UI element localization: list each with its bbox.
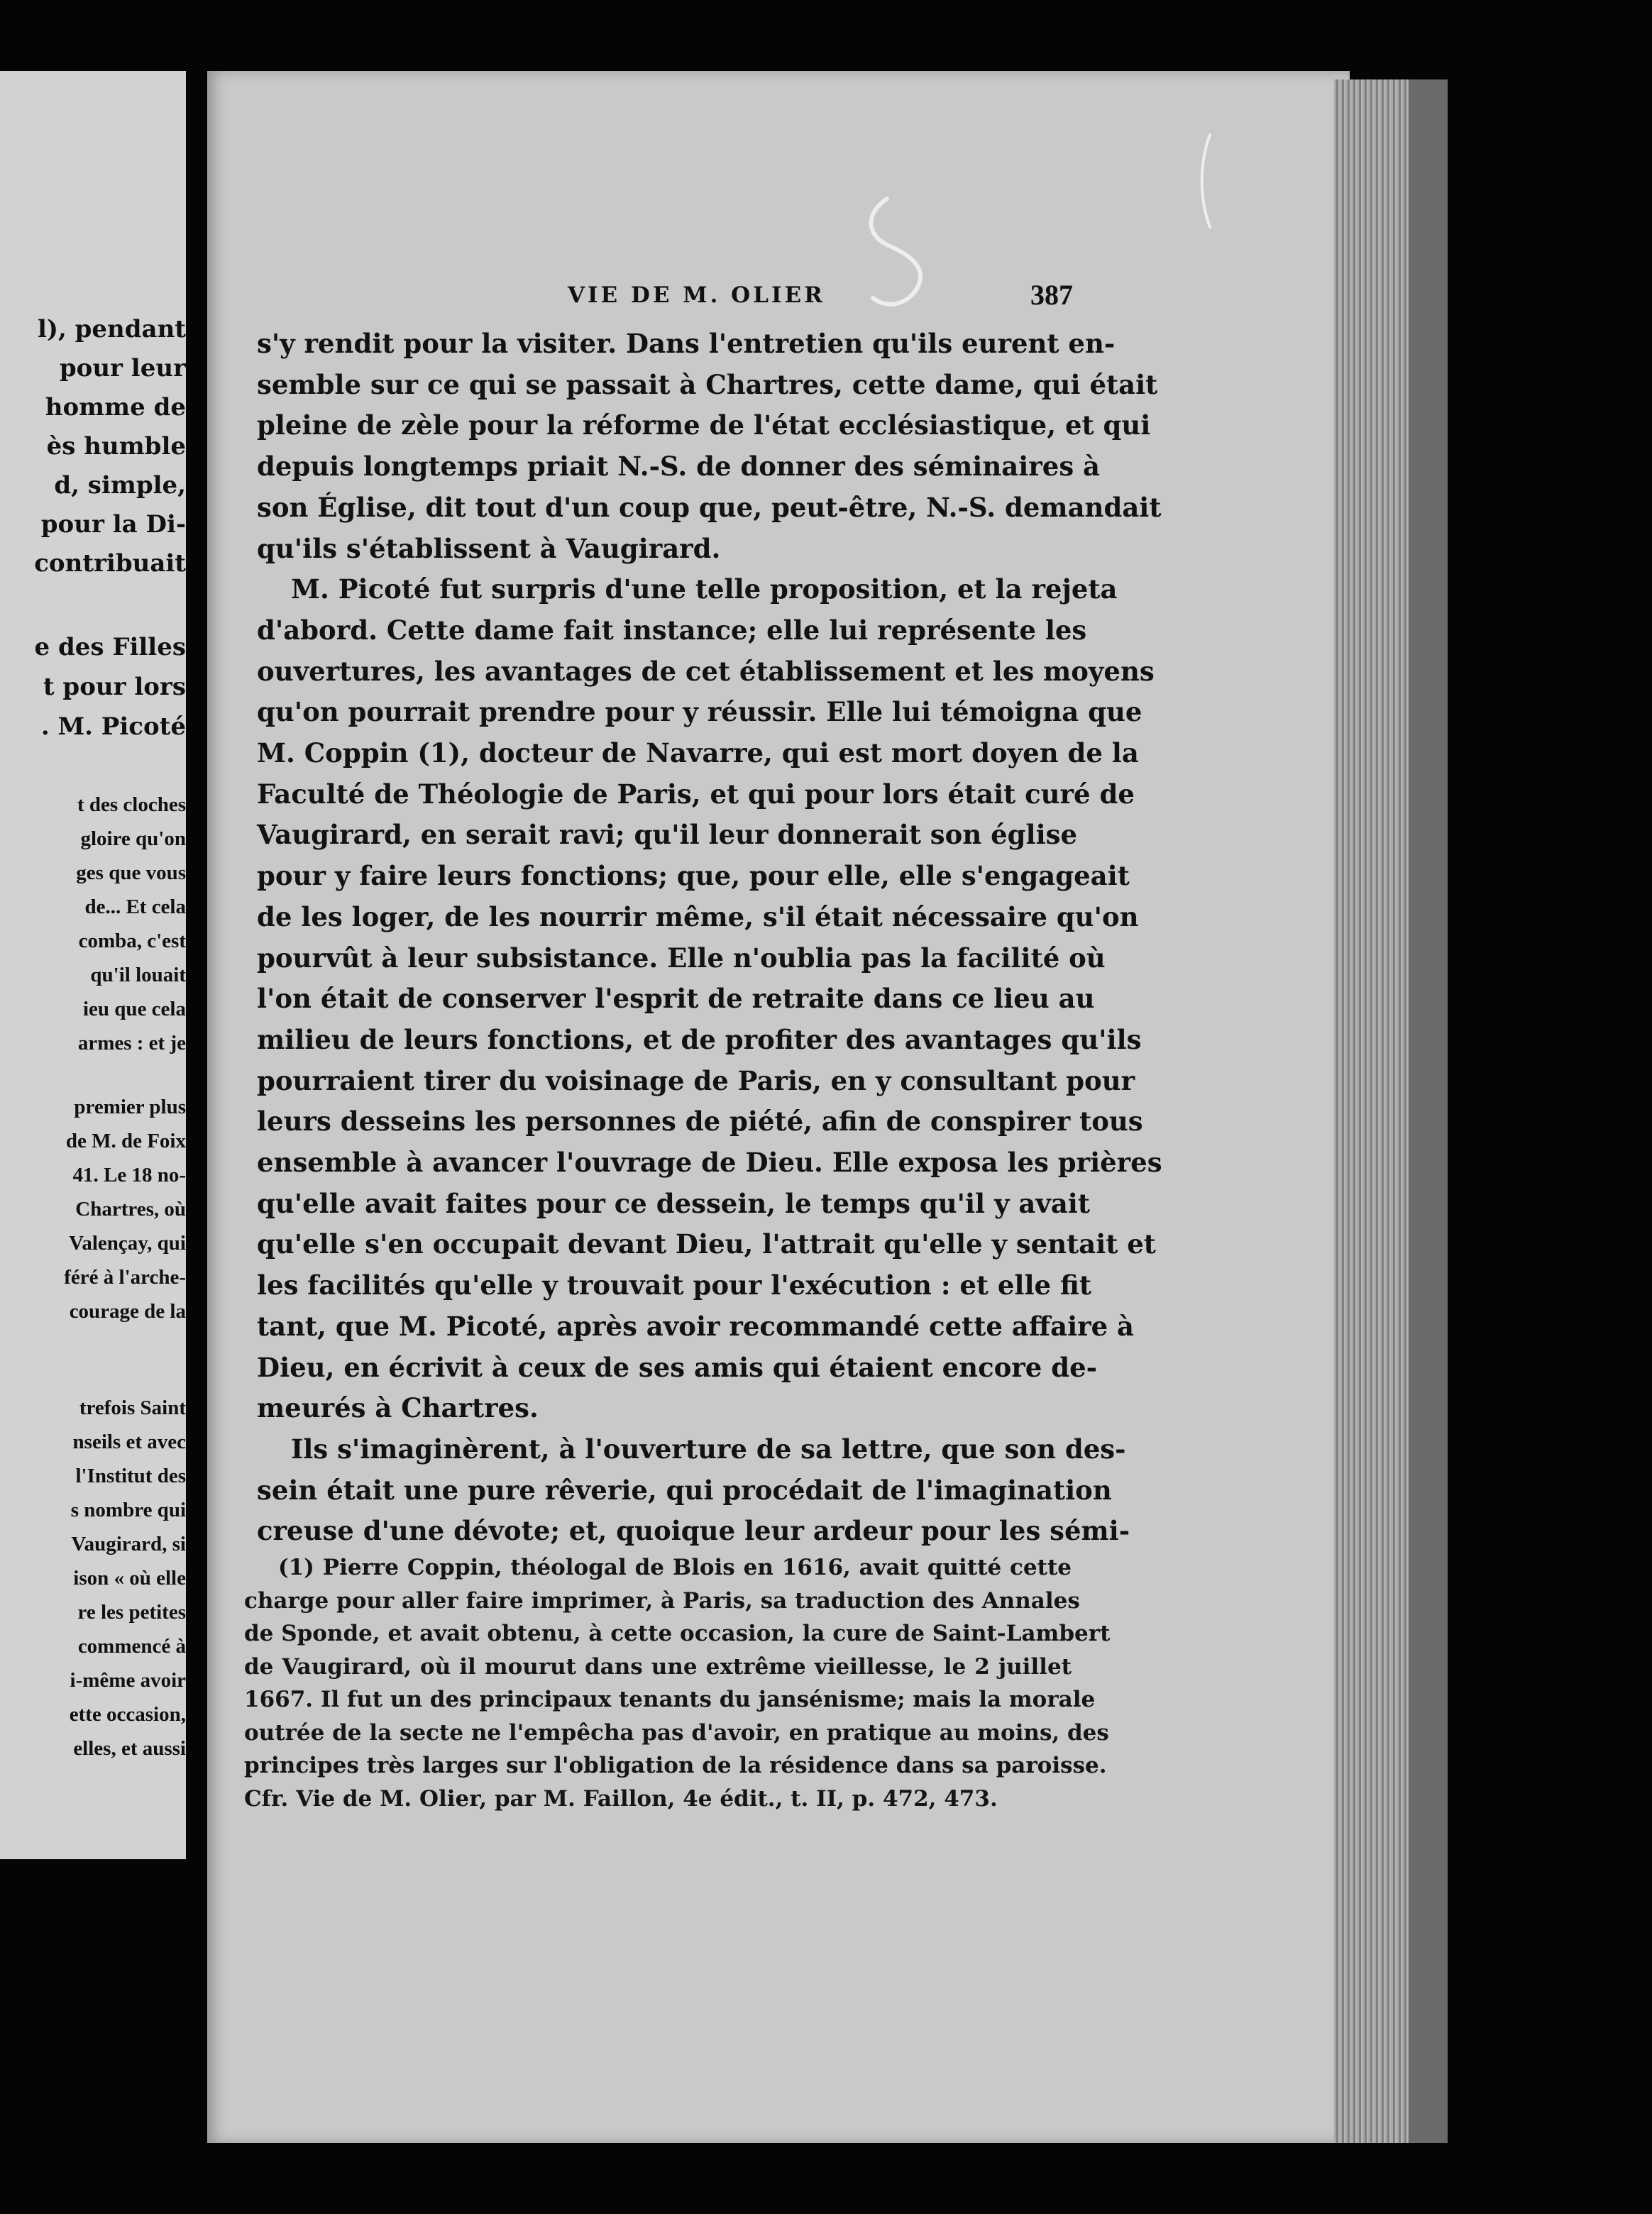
left-page-fragment: 41. Le 18 no-	[72, 1164, 186, 1186]
text-line: son Église, dit tout d'un coup que, peut-être, N.-S. demandait	[257, 491, 1162, 523]
text-line: s'y rendit pour la visiter. Dans l'entretien qu'ils eurent en-	[257, 328, 1116, 359]
text-line: pour y faire leurs fonctions; que, pour elle, elle s'engageait	[257, 860, 1130, 892]
left-page-fragment: l), pendant	[37, 315, 186, 343]
footnote	[244, 1551, 1111, 1815]
left-page-fragment: armes : et je	[77, 1032, 186, 1054]
text-line: tant, que M. Picoté, après avoir recommandé cette affaire à	[257, 1310, 1135, 1342]
text-line: qu'elle avait faites pour ce dessein, le temps qu'il y avait	[257, 1187, 1090, 1219]
text-line: depuis longtemps priait N.-S. de donner des séminaires à	[257, 451, 1101, 483]
text-line: M. Coppin (1), docteur de Navarre, qui est mort doyen de la	[257, 737, 1139, 769]
left-page-fragment: pour la Di-	[40, 510, 186, 539]
left-page-fragment: d, simple,	[54, 471, 186, 500]
left-page-fragment: trefois Saint	[79, 1397, 186, 1419]
text-line: pleine de zèle pour la réforme de l'état ecclésiastique, et qui	[257, 409, 1151, 441]
left-page-fragment: ette occasion,	[69, 1703, 186, 1726]
left-page-fragment: premier plus	[74, 1096, 186, 1118]
footnote-line: de Sponde, et avait obtenu, à cette occasion, la cure de Saint-Lambert	[244, 1621, 1111, 1646]
text-line: qu'elle s'en occupait devant Dieu, l'attrait qu'elle y sentait et	[257, 1228, 1156, 1260]
footnote-line: principes très larges sur l'obligation de la résidence dans sa paroisse.	[244, 1753, 1107, 1778]
text-line: meurés à Chartres.	[257, 1392, 539, 1424]
left-page-fragment: ison « où elle	[73, 1567, 186, 1590]
left-page-fragment: comba, c'est	[78, 930, 186, 952]
text-line: pourraient tirer du voisinage de Paris, en y consultant pour	[257, 1064, 1135, 1096]
left-page-fragment: ès humble	[46, 432, 186, 461]
left-page-fragment: de... Et cela	[84, 896, 186, 918]
left-page-fragment: s nombre qui	[70, 1499, 186, 1521]
footnote-line: 1667. Il fut un des principaux tenants du jansénisme; mais la morale	[244, 1687, 1096, 1712]
text-line: qu'ils s'établissent à Vaugirard.	[257, 532, 721, 564]
text-line: M. Picoté fut surpris d'une telle proposition, et la rejeta	[291, 573, 1118, 605]
footnote-line: outrée de la secte ne l'empêcha pas d'avoir, en pratique au moins, des	[244, 1719, 1109, 1746]
left-page-fragment: Valençay, qui	[69, 1232, 186, 1255]
handwritten-mark-icon	[844, 184, 951, 319]
text-line: Dieu, en écrivit à ceux de ses amis qui étaient encore de-	[257, 1351, 1097, 1383]
text-line: qu'on pourrait prendre pour y réussir. Elle lui témoigna que	[257, 696, 1142, 728]
left-page-fragment: de M. de Foix	[65, 1130, 186, 1152]
left-page-fragment: gloire qu'on	[80, 827, 186, 850]
text-line: Vaugirard, en serait ravi; qu'il leur donnerait son église	[257, 819, 1077, 851]
text-line: ensemble à avancer l'ouvrage de Dieu. Elle exposa les prières	[257, 1147, 1162, 1179]
text-line: milieu de leurs fonctions, et de profiter des avantages qu'ils	[257, 1023, 1142, 1055]
text-line: les facilités qu'elle y trouvait pour l'exécution : et elle fit	[257, 1270, 1091, 1301]
text-line: leurs desseins les personnes de piété, afin de conspirer tous	[257, 1106, 1143, 1138]
text-line: ouvertures, les avantages de cet établissement et les moyens	[257, 655, 1155, 687]
left-page-fragment: l'Institut des	[75, 1465, 186, 1487]
left-page-fragment: t pour lors	[43, 673, 186, 701]
left-page-fragment: i-même avoir	[70, 1669, 186, 1692]
page-number: 387	[1030, 279, 1073, 311]
left-page-fragment: . M. Picoté	[40, 712, 186, 741]
main-text	[257, 324, 1162, 1552]
left-page-fragment: courage de la	[69, 1300, 186, 1323]
text-line: Ils s'imaginèrent, à l'ouverture de sa lettre, que son des-	[291, 1433, 1126, 1465]
text-line: sein était une pure rêverie, qui procédait de l'imagination	[257, 1474, 1112, 1506]
left-page-fragment: pour leur	[59, 354, 186, 382]
left-page-fragment: e des Filles	[34, 633, 186, 661]
left-page-fragment: contribuait	[34, 549, 186, 578]
text-line: creuse d'une dévote; et, quoique leur ardeur pour les sémi-	[257, 1515, 1130, 1547]
text-line: Faculté de Théologie de Paris, et qui pour lors était curé de	[257, 778, 1135, 810]
left-page-fragment: féré à l'arche-	[64, 1266, 186, 1289]
running-title: VIE DE M. OLIER	[568, 282, 825, 308]
footnote-line: charge pour aller faire imprimer, à Paris, sa traduction des Annales	[244, 1587, 1080, 1614]
left-page-fragment: homme de	[45, 393, 186, 422]
text-line: pourvût à leur subsistance. Elle n'oublia pas la facilité où	[257, 942, 1106, 974]
left-page-fragment: Vaugirard, si	[71, 1533, 186, 1555]
text-line: semble sur ce qui se passait à Chartres, cette dame, qui était	[257, 368, 1158, 400]
left-page-fragment: ieu que cela	[83, 998, 186, 1020]
left-facing-page	[0, 71, 186, 1859]
footnote-line: de Vaugirard, où il mourut dans une extrême vieillesse, le 2 juillet	[244, 1653, 1072, 1680]
left-page-fragment: nseils et avec	[72, 1431, 186, 1453]
footnote-line: (1) Pierre Coppin, théologal de Blois en 1616, avait quitté cette	[278, 1555, 1072, 1580]
left-page-fragment: commencé à	[77, 1635, 186, 1658]
text-line: l'on était de conserver l'esprit de retraite dans ce lieu au	[257, 983, 1095, 1015]
left-page-fragment: qu'il louait	[90, 964, 186, 986]
left-page-fragment: elles, et aussi	[73, 1737, 186, 1760]
book-page-edges-shadow	[1409, 79, 1448, 2143]
text-line: d'abord. Cette dame fait instance; elle lui représente les	[257, 614, 1087, 646]
left-page-fragment: Chartres, où	[75, 1198, 186, 1221]
left-page-fragment: ges que vous	[76, 861, 186, 884]
left-page-fragment: re les petites	[77, 1601, 186, 1624]
left-page-fragment: t des cloches	[77, 793, 186, 816]
text-line: de les loger, de les nourrir même, s'il était nécessaire qu'on	[257, 901, 1139, 932]
footnote-line: Cfr. Vie de M. Olier, par M. Faillon, 4e édit., t. II, p. 472, 473.	[244, 1785, 998, 1812]
handwritten-mark-icon	[1192, 128, 1221, 234]
